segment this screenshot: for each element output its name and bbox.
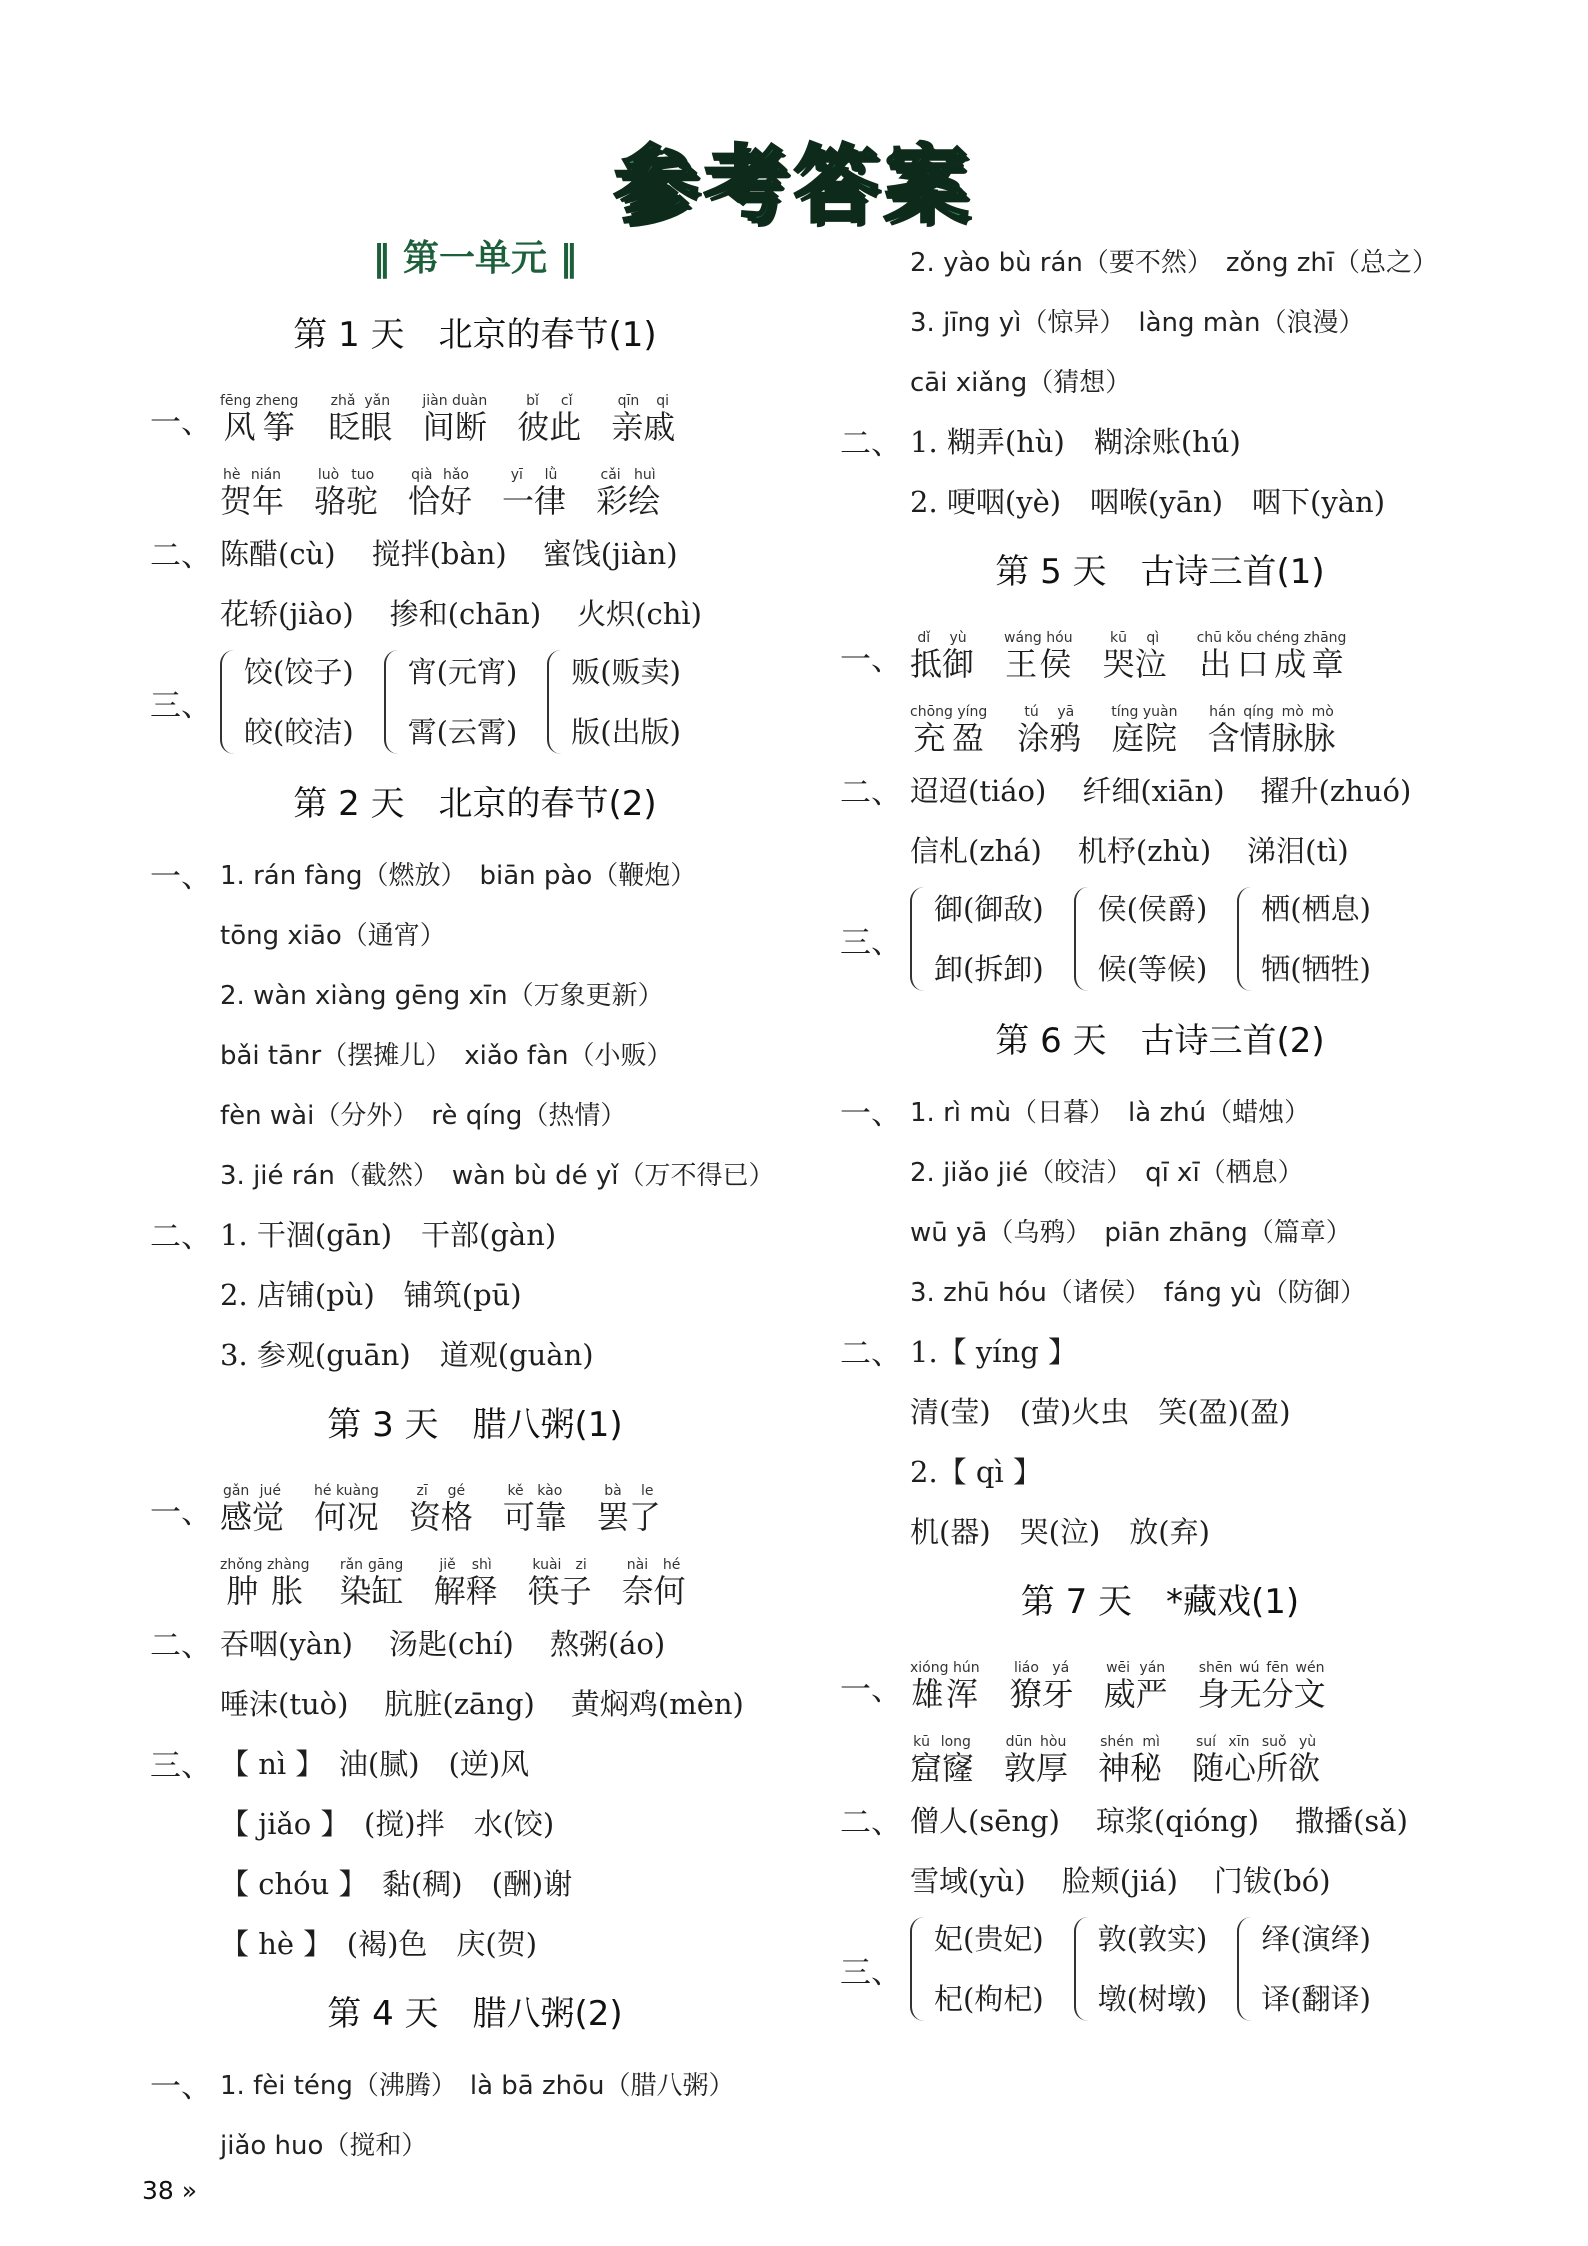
answer-line: 三、 【 nì 】 油(腻) (逆)风 bbox=[150, 1746, 530, 1784]
answer-item: 火炽(chì) bbox=[577, 596, 702, 631]
day-1-section-3 bbox=[150, 642, 800, 762]
pinyin-word: 涂鸦tú yā bbox=[1017, 704, 1082, 757]
answer-item: 花轿(jiào) bbox=[220, 596, 354, 631]
answer-line: 2. 店铺(pù) 铺筑(pū) bbox=[220, 1277, 522, 1312]
day-1-pinyin-row-2 bbox=[150, 448, 800, 522]
pinyin-word: 雄浑xióng hún bbox=[910, 1660, 980, 1713]
section-number: 三、 bbox=[150, 687, 212, 724]
day-3-pinyin-row-1: 一、 感觉gǎn jué何况hé kuàng资格zī gé可靠kě kào罢了bà le bbox=[150, 1483, 661, 1536]
pinyin-word: 间断jiàn duàn bbox=[422, 393, 488, 446]
character-pair: 宵(元宵) 霄(云霄) bbox=[384, 642, 518, 762]
answer-line: cāi xiǎng（猜想） bbox=[910, 367, 1132, 398]
pinyin-word: 一律yī lǜ bbox=[502, 467, 567, 520]
pinyin-word: 可靠kě kào bbox=[502, 1483, 567, 1536]
day-5-pinyin-row-1: 一、 抵御dǐ yù王侯wáng hóu哭泣kū qì出口成章chū kǒu chéng zhāng bbox=[840, 630, 1347, 683]
pinyin-word: 筷子kuài zi bbox=[527, 1557, 592, 1610]
character-pair: 敦(敦实) 墩(树墩) bbox=[1074, 1909, 1208, 2029]
answer-line: 二、 1.【 yíng 】 bbox=[840, 1334, 1078, 1372]
day-1-title: 第 1 天 北京的春节(1) bbox=[293, 315, 657, 355]
page-number: 38 » bbox=[142, 2176, 198, 2205]
pinyin-word: 庭院tíng yuàn bbox=[1111, 704, 1178, 757]
pinyin-word: 亲戚qīn qi bbox=[611, 393, 676, 446]
day-1-section-2-line-1 bbox=[150, 522, 800, 582]
answer-line: fèn wài（分外） rè qíng（热情） bbox=[220, 1100, 627, 1131]
answer-line: 2. jiǎo jié（皎洁） qī xī（栖息） bbox=[910, 1157, 1304, 1188]
pinyin-word: 威严wēi yán bbox=[1103, 1660, 1168, 1713]
answer-line: 二、 1. 干涸(gān) 干部(gàn) bbox=[150, 1217, 557, 1255]
answer-line: 二、 1. 糊弄(hù) 糊涂账(hú) bbox=[840, 424, 1241, 462]
day-3-pinyin-row-2 bbox=[150, 1538, 800, 1612]
answer-line: 2. wàn xiàng gēng xīn（万象更新） bbox=[220, 980, 664, 1011]
day-7-section-3: 三、 妃(贵妃) 杞(枸杞) 敦(敦实) 墩(树墩) 绎(演绎) 译(翻译) bbox=[840, 1909, 1480, 2029]
day-5-title: 第 5 天 古诗三首(1) bbox=[995, 552, 1325, 592]
pinyin-word: 肿胀zhǒng zhàng bbox=[220, 1557, 310, 1610]
answer-line: 2. 哽咽(yè) 咽喉(yān) 咽下(yàn) bbox=[910, 484, 1386, 519]
pinyin-word: 抵御dǐ yù bbox=[910, 630, 975, 683]
pinyin-word: 骆驼luò tuo bbox=[314, 467, 379, 520]
day-7-pinyin-row-1: 一、 雄浑xióng hún獠牙liáo yá威严wēi yán身无分文shēn wú fēn wén bbox=[840, 1660, 1326, 1713]
pinyin-word: 出口成章chū kǒu chéng zhāng bbox=[1196, 630, 1347, 683]
character-pair: 御(御敌) 卸(拆卸) bbox=[910, 879, 1044, 999]
character-pair: 贩(贩卖) 版(出版) bbox=[547, 642, 681, 762]
pinyin-word: 何况hé kuàng bbox=[314, 1483, 379, 1536]
answer-line: 2.【 qì 】 bbox=[910, 1454, 1042, 1489]
answer-item: 掺和(chān) bbox=[389, 596, 542, 631]
character-pair: 妃(贵妃) 杞(枸杞) bbox=[910, 1909, 1044, 2029]
answer-line: 一、 1. rán fàng（燃放） biān pào（鞭炮） bbox=[150, 858, 697, 895]
character-pair: 侯(侯爵) 候(等候) bbox=[1074, 879, 1208, 999]
answer-line: 3. 参观(guān) 道观(guàn) bbox=[220, 1337, 594, 1372]
pinyin-word: 奈何nài hé bbox=[621, 1557, 686, 1610]
unit-title: ‖ 第一单元 ‖ bbox=[372, 238, 578, 279]
answer-line: 一、 1. rì mù（日暮） là zhú（蜡烛） bbox=[840, 1095, 1311, 1132]
answer-line: 机(器) 哭(泣) 放(弃) bbox=[910, 1514, 1210, 1549]
section-number: 二、 bbox=[150, 537, 212, 574]
pinyin-word: 罢了bà le bbox=[596, 1483, 661, 1536]
day-6-title: 第 6 天 古诗三首(2) bbox=[995, 1021, 1325, 1061]
answer-line: 一、 1. fèi téng（沸腾） là bā zhōu（腊八粥） bbox=[150, 2068, 735, 2105]
pinyin-word: 解释jiě shì bbox=[433, 1557, 498, 1610]
pinyin-word: 资格zī gé bbox=[408, 1483, 473, 1536]
pinyin-word: 含情脉脉hán qíng mò mò bbox=[1207, 704, 1336, 757]
answer-line: 3. jīng yì（惊异） làng màn（浪漫） bbox=[910, 307, 1365, 338]
pinyin-word: 身无分文shēn wú fēn wén bbox=[1197, 1660, 1326, 1713]
day-7-section-2-line-1: 二、 僧人(sēng) 琼浆(qióng) 撒播(sǎ) bbox=[840, 1803, 1408, 1841]
day-3-section-2-line-2: 唾沫(tuò) 肮脏(zāng) 黄焖鸡(mèn) bbox=[220, 1686, 744, 1721]
day-7-pinyin-row-2 bbox=[840, 1715, 1480, 1789]
day-3-title: 第 3 天 腊八粥(1) bbox=[327, 1405, 623, 1445]
answer-line: 3. zhū hóu（诸侯） fáng yù（防御） bbox=[910, 1277, 1367, 1308]
pinyin-word: 随心所欲suí xīn suǒ yù bbox=[1192, 1734, 1321, 1787]
pinyin-word: 王侯wáng hóu bbox=[1004, 630, 1073, 683]
pinyin-word: 敦厚dūn hòu bbox=[1004, 1734, 1069, 1787]
pinyin-word: 神秘shén mì bbox=[1098, 1734, 1163, 1787]
answer-line: 2. yào bù rán（要不然） zǒng zhī（总之） bbox=[910, 247, 1439, 278]
pinyin-word: 哭泣kū qì bbox=[1102, 630, 1167, 683]
pinyin-word: 充盈chōng yíng bbox=[910, 704, 988, 757]
pinyin-word: 贺年hè nián bbox=[220, 467, 285, 520]
character-pair: 饺(饺子) 皎(皎洁) bbox=[220, 642, 354, 762]
answer-line: tōng xiāo（通宵） bbox=[220, 920, 446, 951]
answer-line: 【 jiǎo 】 (搅)拌 水(饺) bbox=[220, 1806, 555, 1841]
day-7-title: 第 7 天 *藏戏(1) bbox=[1020, 1582, 1300, 1622]
answer-item: 陈醋(cù) bbox=[220, 536, 336, 571]
character-pair: 绎(演绎) 译(翻译) bbox=[1237, 1909, 1371, 2029]
pinyin-word: 风筝fēng zheng bbox=[220, 393, 299, 446]
answer-line: 【 chóu 】 黏(稠) (酬)谢 bbox=[220, 1866, 573, 1901]
day-5-section-2-line-1: 二、 迢迢(tiáo) 纤细(xiān) 擢升(zhuó) bbox=[840, 773, 1412, 811]
day-1-section-2-line-2 bbox=[150, 582, 800, 642]
pinyin-word: 感觉gǎn jué bbox=[220, 1483, 285, 1536]
day-5-pinyin-row-2 bbox=[840, 685, 1480, 759]
pinyin-word: 眨眼zhǎ yǎn bbox=[328, 393, 393, 446]
right-column bbox=[840, 230, 1480, 2029]
answer-line: jiǎo huo（搅和） bbox=[220, 2130, 428, 2161]
page-title: 参考答案 bbox=[613, 136, 974, 234]
pinyin-word: 彼此bǐ cǐ bbox=[517, 393, 582, 446]
section-number: 一、 bbox=[150, 405, 212, 441]
answer-line: 清(莹) (萤)火虫 笑(盈)(盈) bbox=[910, 1394, 1291, 1429]
pinyin-word: 恰好qià hǎo bbox=[408, 467, 473, 520]
day-5-section-3: 三、 御(御敌) 卸(拆卸) 侯(侯爵) 候(等候) 栖(栖息) 牺(牺牲) bbox=[840, 879, 1480, 999]
day-4-title: 第 4 天 腊八粥(2) bbox=[327, 1994, 623, 2034]
day-1-pinyin-row-1 bbox=[150, 374, 800, 448]
answer-line: wū yā（乌鸦） piān zhāng（篇章） bbox=[910, 1217, 1352, 1248]
pinyin-word: 窟窿kū long bbox=[910, 1734, 975, 1787]
character-pair: 栖(栖息) 牺(牺牲) bbox=[1237, 879, 1371, 999]
day-7-section-2-line-2: 雪域(yù) 脸颊(jiá) 门钹(bó) bbox=[910, 1863, 1331, 1898]
day-2-title: 第 2 天 北京的春节(2) bbox=[293, 784, 657, 824]
answer-line: 3. jié rán（截然） wàn bù dé yǐ（万不得已） bbox=[220, 1160, 775, 1191]
pinyin-word: 彩绘cǎi huì bbox=[596, 467, 661, 520]
left-column bbox=[150, 230, 800, 2173]
pinyin-word: 獠牙liáo yá bbox=[1009, 1660, 1074, 1713]
answer-item: 搅拌(bàn) bbox=[371, 536, 507, 571]
day-5-section-2-line-2: 信札(zhá) 机杼(zhù) 涕泪(tì) bbox=[910, 833, 1349, 868]
pinyin-word: 染缸rǎn gāng bbox=[339, 1557, 404, 1610]
day-3-section-2-line-1: 二、 吞咽(yàn) 汤匙(chí) 熬粥(áo) bbox=[150, 1626, 666, 1664]
answer-item: 蜜饯(jiàn) bbox=[542, 536, 678, 571]
answer-line: 【 hè 】 (褐)色 庆(贺) bbox=[220, 1926, 538, 1961]
answer-line: bǎi tānr（摆摊儿） xiǎo fàn（小贩） bbox=[220, 1040, 673, 1071]
